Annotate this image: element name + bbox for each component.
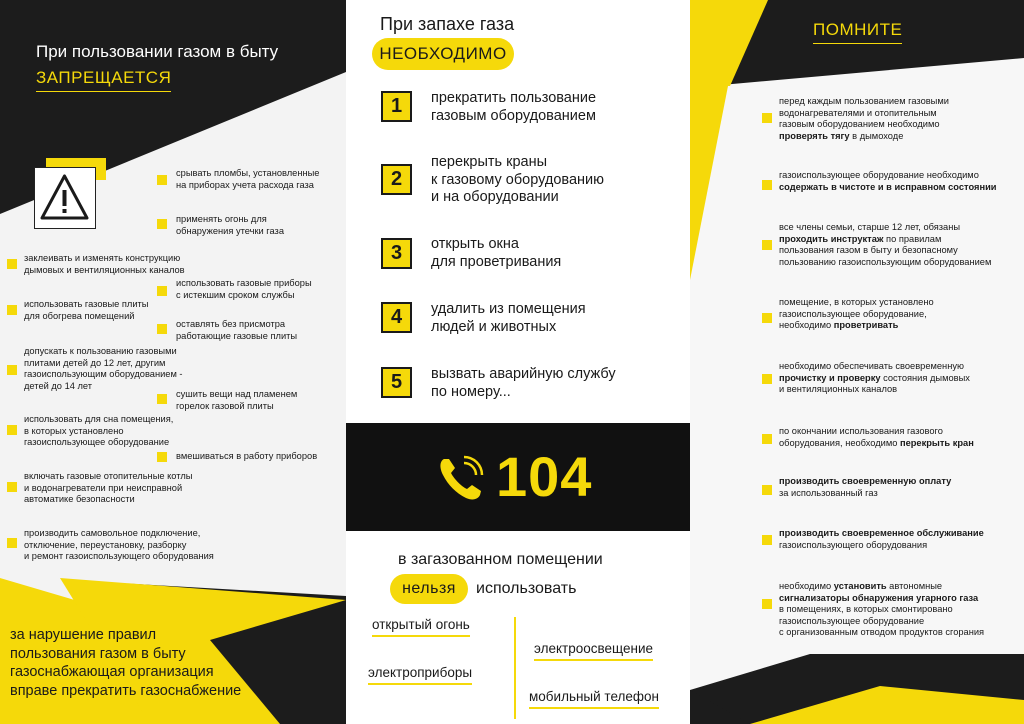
warning-icon xyxy=(34,167,96,229)
phone-icon xyxy=(438,455,486,501)
remember-item xyxy=(779,426,974,449)
item-text: помещение, в которых установлено газоиспользующее оборудование, необходимо xyxy=(779,297,934,330)
use-label: использовать xyxy=(476,580,577,597)
bullet-icon xyxy=(7,259,17,269)
list-item: использовать для сна помещения, в которых установлено газоиспользующее оборудование xyxy=(24,414,174,447)
item-text: необходимо xyxy=(779,581,834,591)
emphasis-text: прочистку и проверку xyxy=(779,372,881,383)
forbidden-item: электроосвещение xyxy=(534,641,653,661)
remember-item xyxy=(779,476,951,499)
emphasis-text: содержать в чистоте и в исправном состоянии xyxy=(779,181,997,192)
forbidden-item: мобильный телефон xyxy=(529,689,659,709)
bullet-icon xyxy=(762,434,772,444)
bullet-icon xyxy=(157,394,167,404)
bullet-icon xyxy=(762,113,772,123)
emphasis-text: производить своевременную оплату xyxy=(779,476,952,486)
remember-item xyxy=(779,170,997,193)
bullet-icon xyxy=(157,286,167,296)
bullet-icon xyxy=(762,485,772,495)
bullet-icon xyxy=(7,305,17,315)
bullet-icon xyxy=(762,180,772,190)
step-text: открыть окна для проветривания xyxy=(431,236,562,270)
bullet-icon xyxy=(762,313,772,323)
emphasis-text: проверять тягу xyxy=(779,130,850,141)
bullet-icon xyxy=(762,374,772,384)
item-text: состояния дымовых и вентиляционных каналов xyxy=(779,372,970,394)
step-text: удалить из помещения людей и животных xyxy=(431,301,586,335)
remember-title: ПОМНИТЕ xyxy=(813,20,902,44)
list-item: вмешиваться в работу приборов xyxy=(176,451,318,461)
right-panel xyxy=(690,0,1024,724)
list-item: заклеивать и изменять конструкцию дымовых и вентиляционных каналов xyxy=(24,253,185,275)
list-item: производить самовольное подключение, отключение, переустановку, разборку и ремонт газоиспользующего оборудования xyxy=(24,528,214,561)
item-text: газоиспользующего оборудования xyxy=(779,539,928,550)
list-item: включать газовые отопительные котлы и водонагреватели при неисправной автоматике безопасности xyxy=(24,471,193,504)
bullet-icon xyxy=(157,324,167,334)
item-text: все члены семьи, старше 12 лет, обязаны xyxy=(779,222,961,232)
list-item: использовать газовые плиты для обогрева помещений xyxy=(24,299,149,321)
bullet-icon xyxy=(157,219,167,229)
left-panel xyxy=(0,0,346,724)
item-text: в дымоходе xyxy=(849,130,904,141)
remember-item xyxy=(779,581,984,639)
list-item: сушить вещи над пламенем горелок газовой плиты xyxy=(176,389,298,411)
item-text: необходимо обеспечивать своевременную xyxy=(779,361,964,371)
item-text: автономные xyxy=(889,581,943,591)
bullet-icon xyxy=(762,240,772,250)
bullet-icon xyxy=(157,452,167,462)
list-item: оставлять без присмотра работающие газовые плиты xyxy=(176,319,298,341)
remember-item xyxy=(779,96,949,142)
item-text: в помещениях, в которых смонтировано газоиспользующее оборудование с организованным отводом продуктов сгорания xyxy=(779,604,985,637)
bullet-icon xyxy=(7,425,17,435)
bullet-icon xyxy=(762,599,772,609)
bullet-icon xyxy=(7,538,17,548)
item-text: по окончании использования газового оборудования, необходимо xyxy=(779,426,943,448)
step-text: вызвать аварийную службу по номеру... xyxy=(431,366,616,400)
step-number: 3 xyxy=(381,238,412,269)
forbidden-badge: нельзя xyxy=(390,574,468,604)
step-number: 4 xyxy=(381,302,412,333)
required-badge: НЕОБХОДИМО xyxy=(372,38,514,70)
item-text: за использованный газ xyxy=(779,487,878,498)
bullet-icon xyxy=(157,175,167,185)
list-item: срывать пломбы, установленные на приборах учета расхода газа xyxy=(176,168,320,190)
gas-room-label: в загазованном помещении xyxy=(398,551,603,568)
emphasis-text: сигнализаторы обнаружения угарного газа xyxy=(779,592,979,603)
remember-item xyxy=(779,297,934,332)
bullet-icon xyxy=(7,482,17,492)
step-text: перекрыть краны к газовому оборудованию и на оборудовании xyxy=(431,154,605,205)
forbidden-item: открытый огонь xyxy=(372,617,470,637)
item-text: перед каждым пользованием газовыми водонагревателями и отопительным газовым оборудованием необходимо xyxy=(779,96,949,129)
step-number: 1 xyxy=(381,91,412,122)
step-text: прекратить пользование газовым оборудованием xyxy=(431,90,597,124)
emergency-number: 104 xyxy=(496,445,593,508)
emphasis-text: перекрыть кран xyxy=(899,437,974,448)
gas-smell-title: При запахе газа xyxy=(380,14,515,34)
step-number: 5 xyxy=(381,367,412,398)
remember-item xyxy=(779,222,991,268)
prohibited-subtitle: ЗАПРЕЩАЕТСЯ xyxy=(36,68,171,92)
forbidden-item: электроприборы xyxy=(368,665,472,685)
list-item: использовать газовые приборы с истекшим сроком службы xyxy=(176,278,312,300)
prohibited-title: При пользовании газом в быту xyxy=(36,42,279,61)
emphasis-text: установить xyxy=(833,581,887,591)
bullet-icon xyxy=(7,365,17,375)
item-text: по правилам пользования газом в быту и безопасному пользованию газоиспользующим оборудованием xyxy=(779,233,992,267)
emergency-call-box xyxy=(346,423,690,531)
step-number: 2 xyxy=(381,164,412,195)
item-text: газоиспользующее оборудование необходимо xyxy=(779,170,979,180)
list-item: применять огонь для обнаружения утечки газа xyxy=(176,214,284,236)
emphasis-text: проветривать xyxy=(833,320,899,330)
penalty-note: за нарушение правил пользования газом в быту газоснабжающая организация вправе прекратить газоснабжение xyxy=(10,627,242,699)
remember-item xyxy=(779,528,984,551)
middle-panel xyxy=(346,0,690,724)
emphasis-text: проходить инструктаж xyxy=(779,233,884,244)
divider xyxy=(514,617,516,719)
list-item: допускать к пользованию газовыми плитами детей до 12 лет, другим газоиспользующим оборудованием - детей до 14 лет xyxy=(24,346,183,391)
remember-item xyxy=(779,361,970,396)
bullet-icon xyxy=(762,535,772,545)
emphasis-text: производить своевременное обслуживание xyxy=(779,528,984,538)
